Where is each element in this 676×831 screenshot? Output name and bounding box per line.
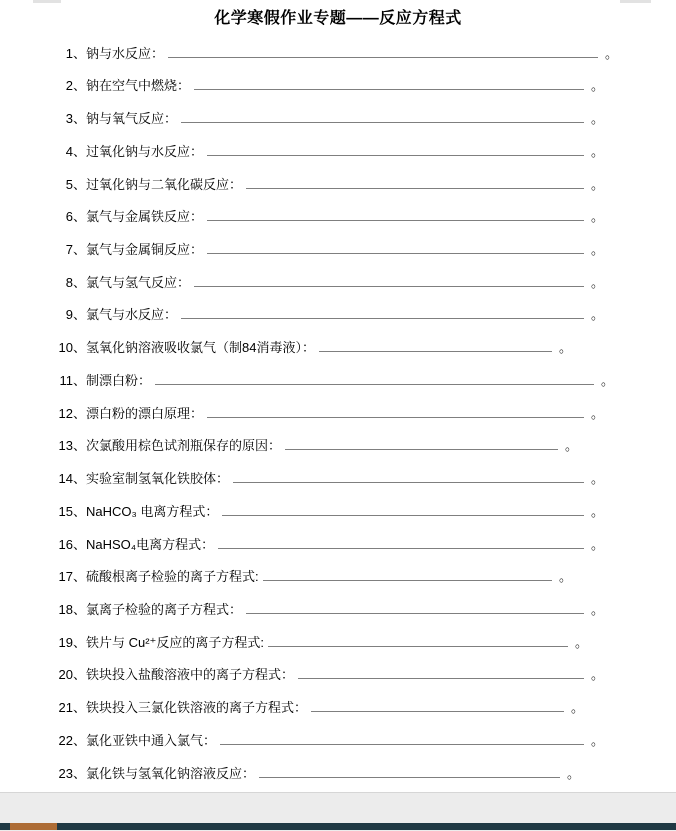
worksheet-item (0, 717, 676, 750)
worksheet-item (0, 30, 676, 63)
answer-blank[interactable] (194, 89, 584, 90)
item-label: NaHSO₄电离方程式： (86, 536, 215, 552)
worksheet-item (0, 128, 676, 161)
item-number: 16、 (58, 536, 86, 552)
item-number: 5、 (65, 176, 86, 192)
item-label: 漂白粉的漂白原理： (86, 405, 204, 421)
item-label: 实验室制氢氧化铁胶体： (86, 471, 230, 487)
desktop-background-strip (0, 793, 676, 823)
item-label: NaHCO₃ 电离方程式： (86, 503, 219, 519)
item-period: 。 (590, 536, 604, 552)
answer-blank[interactable] (181, 122, 584, 123)
answer-blank[interactable] (285, 449, 558, 450)
item-period: 。 (590, 143, 604, 159)
item-number: 21、 (58, 700, 86, 716)
item-number: 8、 (65, 274, 86, 290)
answer-blank[interactable] (155, 384, 594, 385)
item-label: 次氯酸用棕色试剂瓶保存的原因： (86, 438, 282, 454)
item-period: 。 (590, 209, 604, 225)
item-number: 9、 (65, 307, 86, 323)
item-label: 氯气与金属铁反应： (86, 209, 204, 225)
answer-blank[interactable] (218, 548, 584, 549)
item-number: 14、 (58, 471, 86, 487)
answer-blank[interactable] (319, 351, 552, 352)
answer-blank[interactable] (194, 286, 584, 287)
worksheet-item (0, 390, 676, 423)
worksheet-item (0, 95, 676, 128)
window-artifact-left (33, 0, 61, 3)
item-period: 。 (590, 601, 604, 617)
item-period: 。 (590, 405, 604, 421)
item-label: 过氧化钠与水反应： (86, 143, 204, 159)
item-period: 。 (590, 503, 604, 519)
item-label: 氯气与金属铜反应： (86, 242, 204, 258)
answer-blank[interactable] (207, 155, 584, 156)
item-period: 。 (590, 667, 604, 683)
worksheet-item (0, 750, 676, 783)
item-number: 13、 (58, 438, 86, 454)
item-period: 。 (590, 307, 604, 323)
item-label: 钠与氧气反应： (86, 111, 178, 127)
item-number: 19、 (58, 634, 86, 650)
item-period: 。 (570, 700, 584, 716)
worksheet-item (0, 521, 676, 554)
worksheet-item (0, 488, 676, 521)
item-number: 23、 (58, 765, 86, 781)
item-period: 。 (564, 438, 578, 454)
worksheet-item (0, 161, 676, 194)
page-title: 化学寒假作业专题——反应方程式 (214, 10, 462, 27)
worksheet-item (0, 586, 676, 619)
item-label: 制漂白粉： (86, 372, 152, 388)
item-period: 。 (590, 111, 604, 127)
item-period: 。 (566, 765, 580, 781)
item-label: 铁块投入三氯化铁溶液的离子方程式： (86, 700, 308, 716)
item-number: 20、 (58, 667, 86, 683)
item-label: 氯化亚铁中通入氯气： (86, 732, 217, 748)
answer-blank[interactable] (181, 318, 584, 319)
item-period: 。 (558, 340, 572, 356)
taskbar[interactable] (0, 823, 676, 830)
item-number: 6、 (65, 209, 86, 225)
worksheet-item (0, 619, 676, 652)
answer-blank[interactable] (311, 711, 564, 712)
item-label: 硫酸根离子检验的离子方程式: (86, 569, 259, 585)
item-label: 铁块投入盐酸溶液中的离子方程式： (86, 667, 295, 683)
worksheet-item (0, 455, 676, 488)
worksheet-item (0, 226, 676, 259)
worksheet-item (0, 194, 676, 227)
item-period: 。 (590, 732, 604, 748)
item-number: 22、 (58, 732, 86, 748)
item-period: 。 (590, 176, 604, 192)
worksheet-item (0, 684, 676, 717)
item-label: 氯化铁与氢氧化钠溶液反应： (86, 765, 256, 781)
item-number: 3、 (65, 111, 86, 127)
item-period: 。 (574, 634, 588, 650)
answer-blank[interactable] (207, 253, 584, 254)
worksheet-item (0, 292, 676, 325)
worksheet-item (0, 357, 676, 390)
answer-blank[interactable] (259, 777, 560, 778)
item-number: 12、 (58, 405, 86, 421)
worksheet-item (0, 324, 676, 357)
answer-blank[interactable] (207, 417, 584, 418)
answer-blank[interactable] (222, 515, 584, 516)
item-number: 15、 (58, 503, 86, 519)
item-number: 4、 (65, 143, 86, 159)
item-period: 。 (590, 242, 604, 258)
item-number: 1、 (65, 45, 86, 61)
item-label: 氢氧化钠溶液吸收氯气（制84消毒液）： (86, 340, 315, 356)
item-number: 17、 (58, 569, 86, 585)
worksheet-item (0, 259, 676, 292)
item-period: 。 (590, 78, 604, 94)
answer-blank[interactable] (207, 220, 584, 221)
item-period: 。 (558, 569, 572, 585)
answer-blank[interactable] (220, 744, 584, 745)
answer-blank[interactable] (298, 678, 584, 679)
worksheet-item (0, 652, 676, 685)
answer-blank[interactable] (246, 188, 584, 189)
worksheet-item (0, 554, 676, 587)
item-number: 11、 (59, 372, 86, 388)
item-number: 7、 (65, 242, 86, 258)
item-label: 铁片与 Cu²⁺反应的离子方程式: (86, 634, 265, 650)
item-number: 10、 (58, 340, 86, 356)
worksheet-items (0, 30, 676, 783)
item-label: 钠在空气中燃烧： (86, 78, 191, 94)
item-label: 氯气与氢气反应： (86, 274, 191, 290)
item-period: 。 (604, 45, 618, 61)
taskbar-accent (10, 823, 57, 830)
answer-blank[interactable] (246, 613, 584, 614)
item-label: 氯离子检验的离子方程式： (86, 601, 243, 617)
answer-blank[interactable] (268, 646, 568, 647)
item-label: 过氧化钠与二氧化碳反应： (86, 176, 243, 192)
item-period: 。 (590, 471, 604, 487)
item-number: 2、 (65, 78, 86, 94)
item-label: 钠与水反应： (86, 45, 165, 61)
answer-blank[interactable] (233, 482, 584, 483)
answer-blank[interactable] (168, 57, 598, 58)
item-period: 。 (600, 372, 614, 388)
item-period: 。 (590, 274, 604, 290)
window-artifact-right (620, 0, 651, 3)
item-number: 18、 (58, 601, 86, 617)
item-label: 氯气与水反应： (86, 307, 178, 323)
worksheet-item (0, 63, 676, 96)
worksheet-item (0, 423, 676, 456)
answer-blank[interactable] (263, 580, 552, 581)
